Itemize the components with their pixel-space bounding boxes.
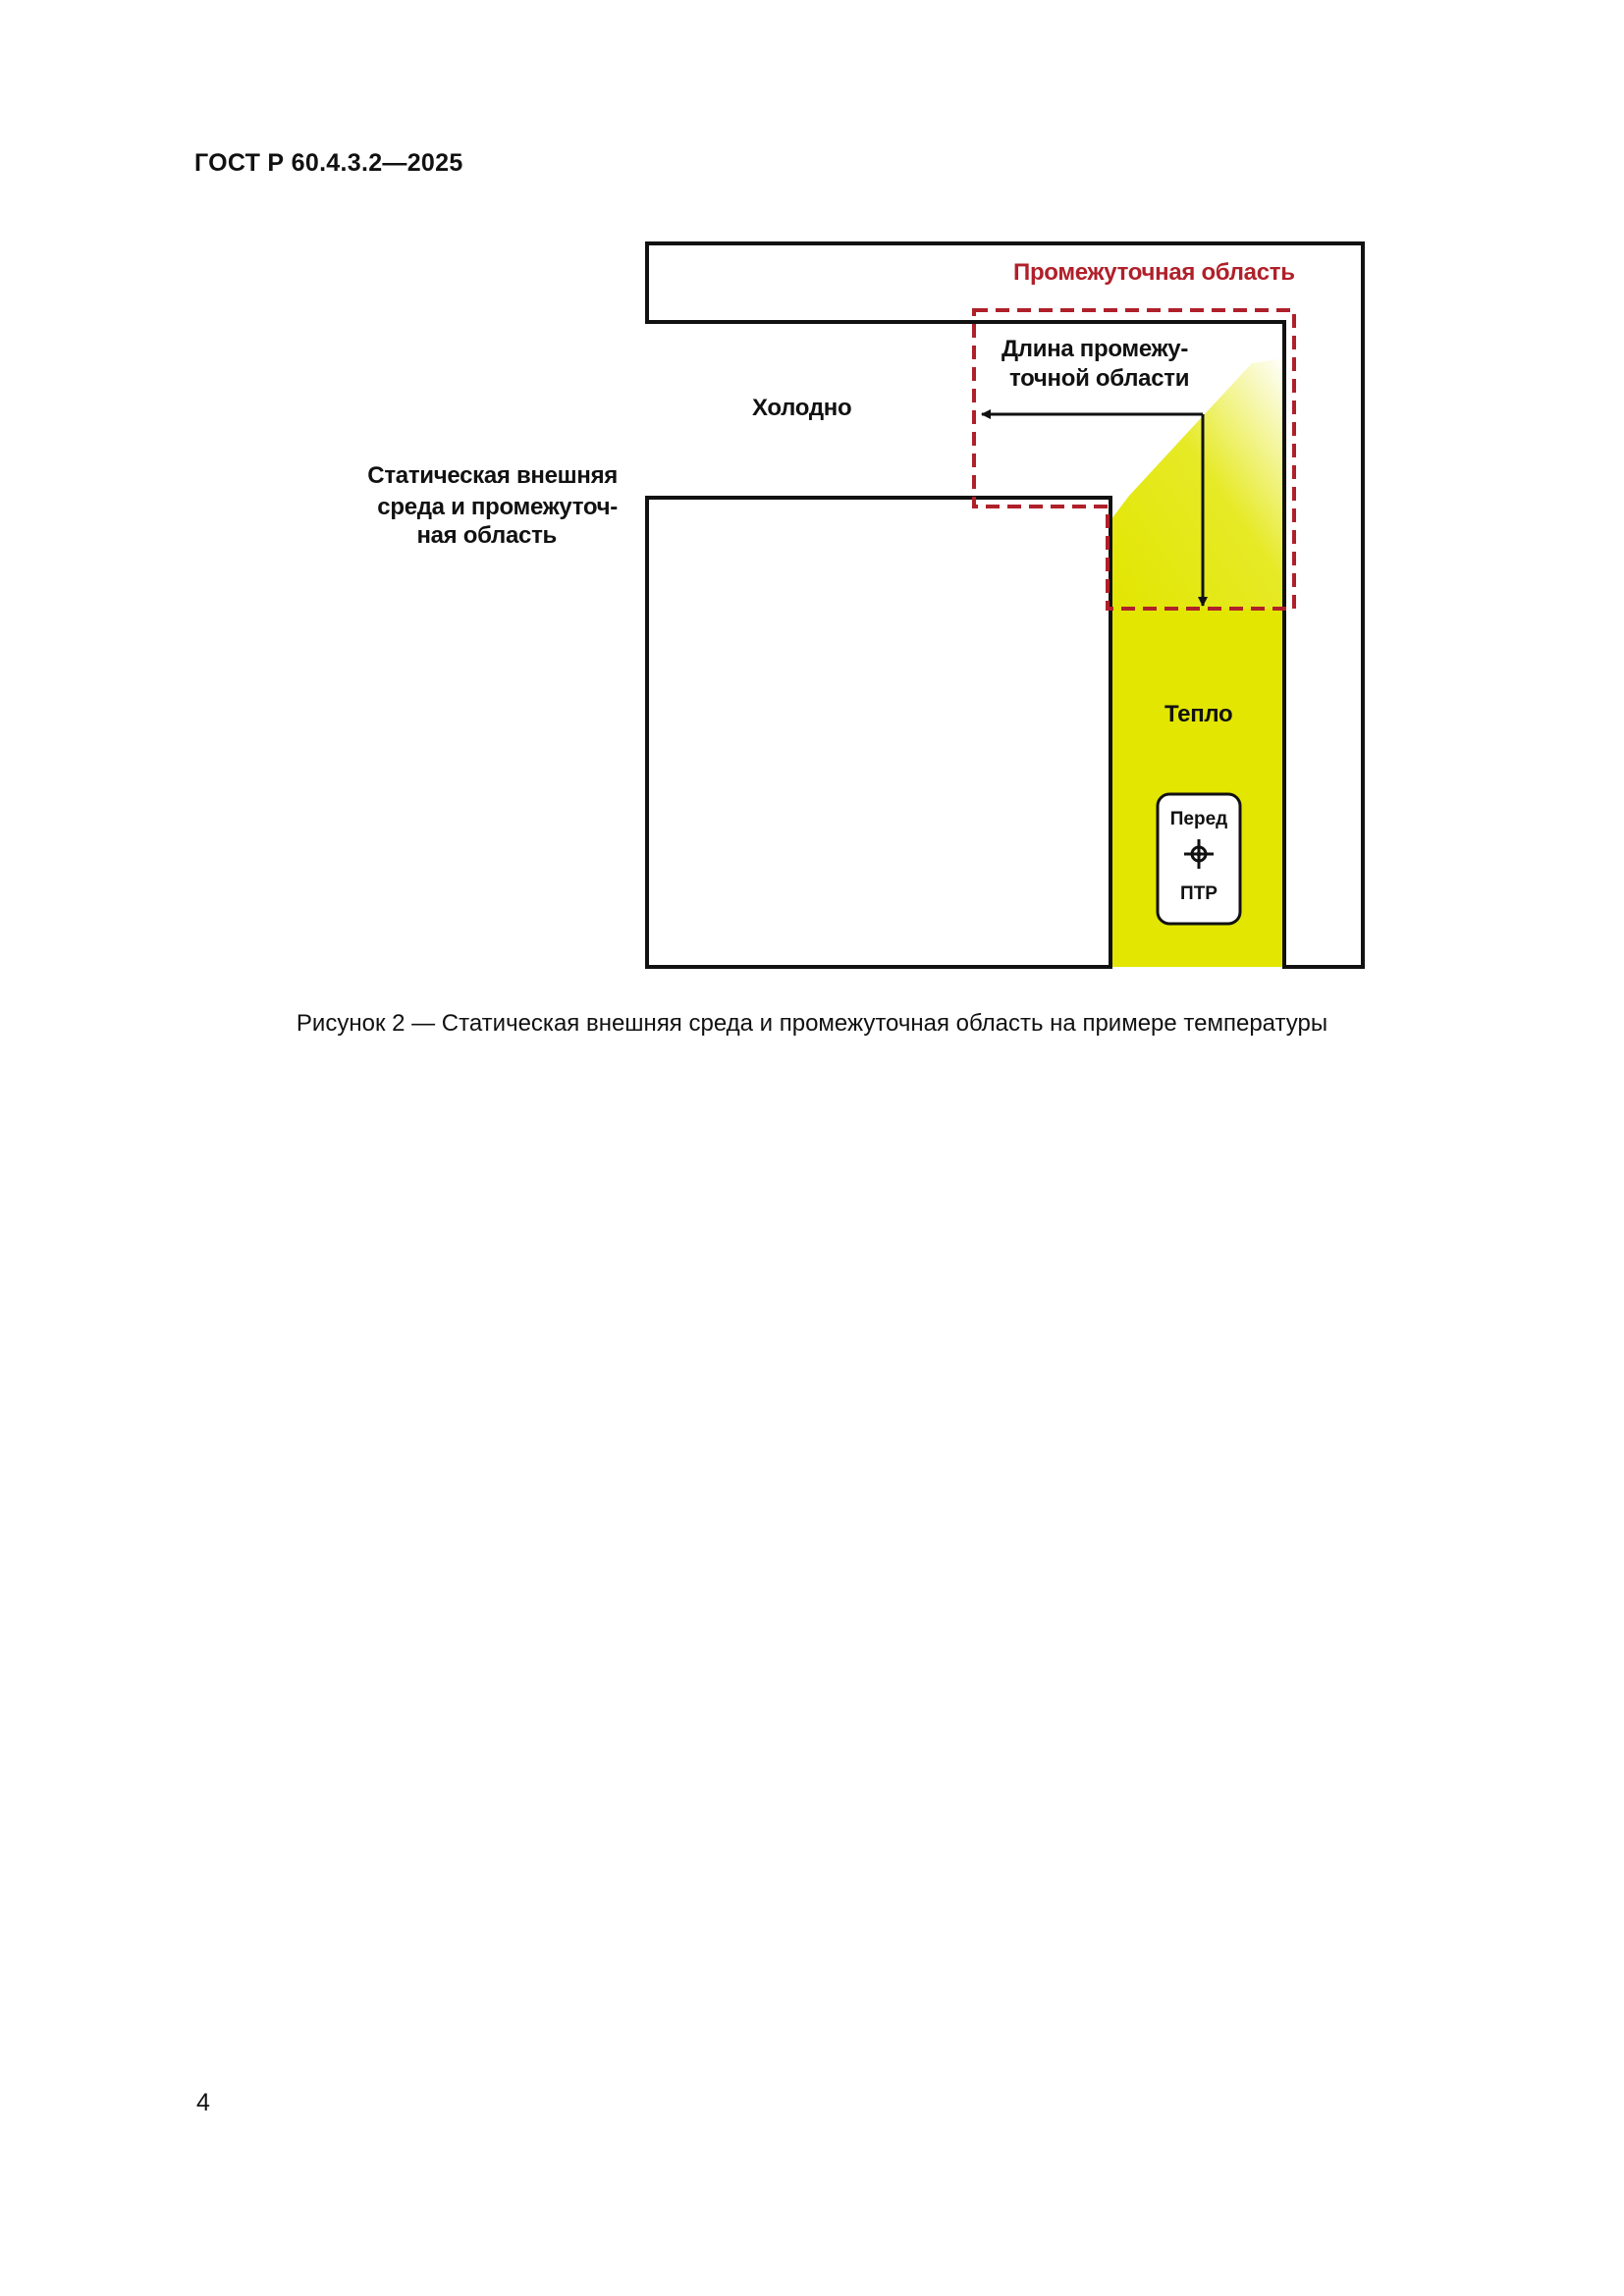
page-number: 4 (196, 2089, 210, 2116)
warm-label: Тепло (1164, 701, 1233, 727)
figure-diagram (0, 0, 1624, 1080)
static-environment-label-line2: среда и промежуточ- (377, 494, 618, 520)
transition-length-label-line1: Длина промежу- (1001, 336, 1189, 362)
static-environment-label-line3: ная область (416, 522, 557, 549)
figure-static-environment (0, 0, 1624, 1080)
document-header: ГОСТ Р 60.4.3.2—2025 (194, 149, 463, 177)
figure-caption: Рисунок 2 — Статическая внешняя среда и промежуточная область на примере температуры (296, 1010, 1328, 1037)
transition-area-label: Промежуточная область (1013, 259, 1295, 286)
static-environment-label-line1: Статическая внешняя (367, 462, 618, 489)
transition-length-label-line2: точной области (1009, 365, 1190, 392)
device-label-top: Перед (1169, 809, 1228, 829)
warm-gradient-zone (1110, 358, 1284, 609)
cold-label: Холодно (752, 395, 852, 421)
device-label-bottom: ПТР (1180, 883, 1218, 904)
room-outline (647, 498, 1110, 967)
